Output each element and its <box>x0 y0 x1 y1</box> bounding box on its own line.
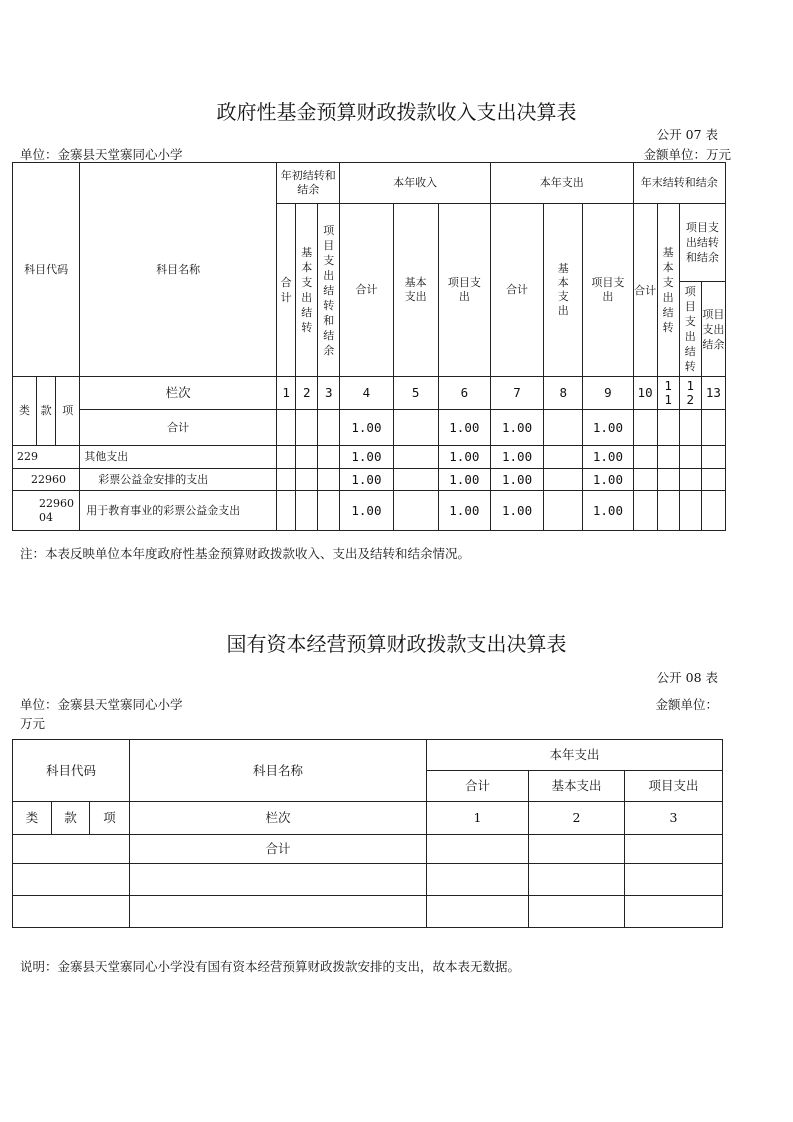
t1-cell <box>318 446 340 469</box>
t1-h-expense-project: 项目支出 <box>583 204 633 377</box>
t1-colnum: 12 <box>679 377 701 410</box>
t1-h-begin-basic: 基本支出结转 <box>296 204 318 377</box>
t2-total-label: 合计 <box>130 835 427 864</box>
t1-h-income-project: 项目支出 <box>438 204 490 377</box>
t1-total-cell <box>633 410 657 446</box>
t1-colnum: 8 <box>544 377 583 410</box>
t1-total-cell: 1.00 <box>438 410 490 446</box>
t1-cell: 1.00 <box>340 491 393 531</box>
t1-colnum: 13 <box>701 377 725 410</box>
t1-cell <box>679 469 701 491</box>
t1-total-cell: 1.00 <box>583 410 633 446</box>
t1-cell <box>657 446 679 469</box>
t1-cell <box>296 446 318 469</box>
t2-empty-cell <box>427 896 529 928</box>
t2-total-row <box>13 835 723 864</box>
t1-total-cell <box>296 410 318 446</box>
t1-cell <box>318 469 340 491</box>
t1-h-end-project-carry: 项目支出结转 <box>679 282 701 377</box>
t1-cell <box>657 491 679 531</box>
t2-empty-cell <box>427 864 529 896</box>
t1-colnum: 2 <box>296 377 318 410</box>
t1-cell <box>679 446 701 469</box>
t2-h-lei: 类 <box>13 802 52 835</box>
t2-empty-cell <box>529 864 625 896</box>
table2 <box>12 739 723 928</box>
t1-h-begin-project: 项目支出结转和结余 <box>318 204 340 377</box>
t1-colnum: 10 <box>633 377 657 410</box>
t1-h-income-total: 合计 <box>340 204 393 377</box>
t1-h-expense: 本年支出 <box>490 163 633 204</box>
table2-title: 国有资本经营预算财政拨款支出决算表 <box>226 632 567 656</box>
t1-total-cell <box>544 410 583 446</box>
t1-cell <box>277 491 296 531</box>
t1-colnum: 5 <box>393 377 438 410</box>
t1-row-name: 用于教育事业的彩票公益金支出 <box>80 491 277 531</box>
t1-cell <box>277 469 296 491</box>
table2-money-unit: 金额单位： <box>655 697 718 712</box>
table1-money-unit: 金额单位：万元 <box>643 147 731 162</box>
t1-total-cell <box>701 410 725 446</box>
table2-code: 公开 08 表 <box>656 670 718 685</box>
t1-cell: 1.00 <box>583 491 633 531</box>
t1-row-code: 22960 <box>13 469 80 491</box>
t1-row-name: 彩票公益金安排的支出 <box>80 469 277 491</box>
table2-money-unit-suffix: 万元 <box>20 716 46 731</box>
table-row <box>13 491 726 531</box>
t1-colnum: 11 <box>657 377 679 410</box>
t2-empty-cell <box>625 864 723 896</box>
t2-h-subject-code: 科目代码 <box>13 740 130 802</box>
t1-cell <box>544 491 583 531</box>
t1-total-label: 合计 <box>80 410 277 446</box>
t2-h-basic: 基本支出 <box>529 771 625 802</box>
t1-h-begin-total: 合计 <box>277 204 296 377</box>
t1-cell <box>701 446 725 469</box>
t1-total-cell <box>679 410 701 446</box>
t2-h-subject-name: 科目名称 <box>130 740 427 802</box>
t1-colnum: 7 <box>490 377 543 410</box>
t2-colnum: 1 <box>427 802 529 835</box>
t1-cell <box>633 469 657 491</box>
t2-total-cell <box>529 835 625 864</box>
t1-colnum: 9 <box>583 377 633 410</box>
t1-cell: 1.00 <box>490 491 543 531</box>
t1-colnum: 1 <box>277 377 296 410</box>
table2-note: 说明：金寨县天堂寨同心小学没有国有资本经营预算财政拨款安排的支出，故本表无数据。 <box>20 959 521 974</box>
t1-h-expense-basic: 基本支出 <box>544 204 583 377</box>
t1-cell <box>633 491 657 531</box>
t1-cell <box>679 491 701 531</box>
t1-h-end-project-balance: 项目支出结余 <box>701 282 725 377</box>
t1-total-cell <box>657 410 679 446</box>
t2-colnum: 3 <box>625 802 723 835</box>
t1-cell: 1.00 <box>583 446 633 469</box>
t1-row-code: 2296004 <box>13 491 80 531</box>
t1-cell <box>318 491 340 531</box>
t1-total-cell <box>318 410 340 446</box>
t1-cell: 1.00 <box>490 446 543 469</box>
t1-total-cell: 1.00 <box>340 410 393 446</box>
t2-empty-cell <box>130 864 427 896</box>
table1-note: 注：本表反映单位本年度政府性基金预算财政拨款收入、支出及结转和结余情况。 <box>20 546 471 561</box>
t1-cell: 1.00 <box>583 469 633 491</box>
t1-h-end-balance: 年末结转和结余 <box>633 163 725 204</box>
t1-colnum: 3 <box>318 377 340 410</box>
t2-h-kuan: 款 <box>52 802 90 835</box>
t2-h-total: 合计 <box>427 771 529 802</box>
t1-total-cell: 1.00 <box>490 410 543 446</box>
t2-empty-cell <box>529 896 625 928</box>
t1-cell <box>701 491 725 531</box>
t1-cell <box>544 469 583 491</box>
t2-h-xiang: 项 <box>90 802 130 835</box>
t1-cell <box>277 446 296 469</box>
t1-row-name: 其他支出 <box>80 446 277 469</box>
t1-h-end-total: 合计 <box>633 204 657 377</box>
t1-cell <box>393 469 438 491</box>
t1-total-cell <box>393 410 438 446</box>
table-row <box>13 446 726 469</box>
t1-h-subject-code: 科目代码 <box>13 163 80 377</box>
t1-total-row <box>13 410 726 446</box>
t1-cell <box>296 469 318 491</box>
t1-cell <box>393 491 438 531</box>
t1-cell: 1.00 <box>490 469 543 491</box>
t1-h-lanci: 栏次 <box>80 377 277 410</box>
t2-empty-cell <box>13 864 130 896</box>
t1-cell: 1.00 <box>438 469 490 491</box>
t1-cell: 1.00 <box>438 446 490 469</box>
t2-total-code <box>13 835 130 864</box>
t2-empty-cell <box>625 896 723 928</box>
t1-h-xiang: 项 <box>56 377 80 446</box>
t1-cell: 1.00 <box>340 469 393 491</box>
t1-h-expense-total: 合计 <box>490 204 543 377</box>
t1-h-begin-balance: 年初结转和结余 <box>277 163 340 204</box>
table-row <box>13 864 723 896</box>
table1-unit: 单位：金寨县天堂寨同心小学 <box>20 147 183 162</box>
t1-colnum: 4 <box>340 377 393 410</box>
t2-total-cell <box>427 835 529 864</box>
t1-h-lei: 类 <box>13 377 37 446</box>
t1-h-income-basic: 基本支出 <box>393 204 438 377</box>
t2-total-cell <box>625 835 723 864</box>
t1-h-end-project: 项目支出结转和结余 <box>679 204 725 282</box>
t1-h-end-basic: 基本支出结转 <box>657 204 679 377</box>
t1-cell <box>701 469 725 491</box>
table1 <box>12 162 726 531</box>
t1-cell <box>393 446 438 469</box>
t1-cell: 1.00 <box>340 446 393 469</box>
t1-cell <box>544 446 583 469</box>
t1-h-kuan: 款 <box>37 377 56 446</box>
t1-row-code: 229 <box>13 446 80 469</box>
t2-empty-cell <box>130 896 427 928</box>
t2-empty-cell <box>13 896 130 928</box>
table1-code: 公开 07 表 <box>656 127 718 142</box>
t2-h-project: 项目支出 <box>625 771 723 802</box>
t1-h-subject-name: 科目名称 <box>80 163 277 377</box>
table1-title: 政府性基金预算财政拨款收入支出决算表 <box>216 100 577 124</box>
t1-total-cell <box>277 410 296 446</box>
t1-cell <box>657 469 679 491</box>
t2-colnum: 2 <box>529 802 625 835</box>
t1-colnum: 6 <box>438 377 490 410</box>
t1-h-income: 本年收入 <box>340 163 491 204</box>
t1-cell <box>633 446 657 469</box>
t2-h-lanci: 栏次 <box>130 802 427 835</box>
table-row <box>13 469 726 491</box>
t2-h-expense: 本年支出 <box>427 740 723 771</box>
t1-cell <box>296 491 318 531</box>
table2-unit: 单位：金寨县天堂寨同心小学 <box>20 697 183 712</box>
table-row <box>13 896 723 928</box>
t1-cell: 1.00 <box>438 491 490 531</box>
